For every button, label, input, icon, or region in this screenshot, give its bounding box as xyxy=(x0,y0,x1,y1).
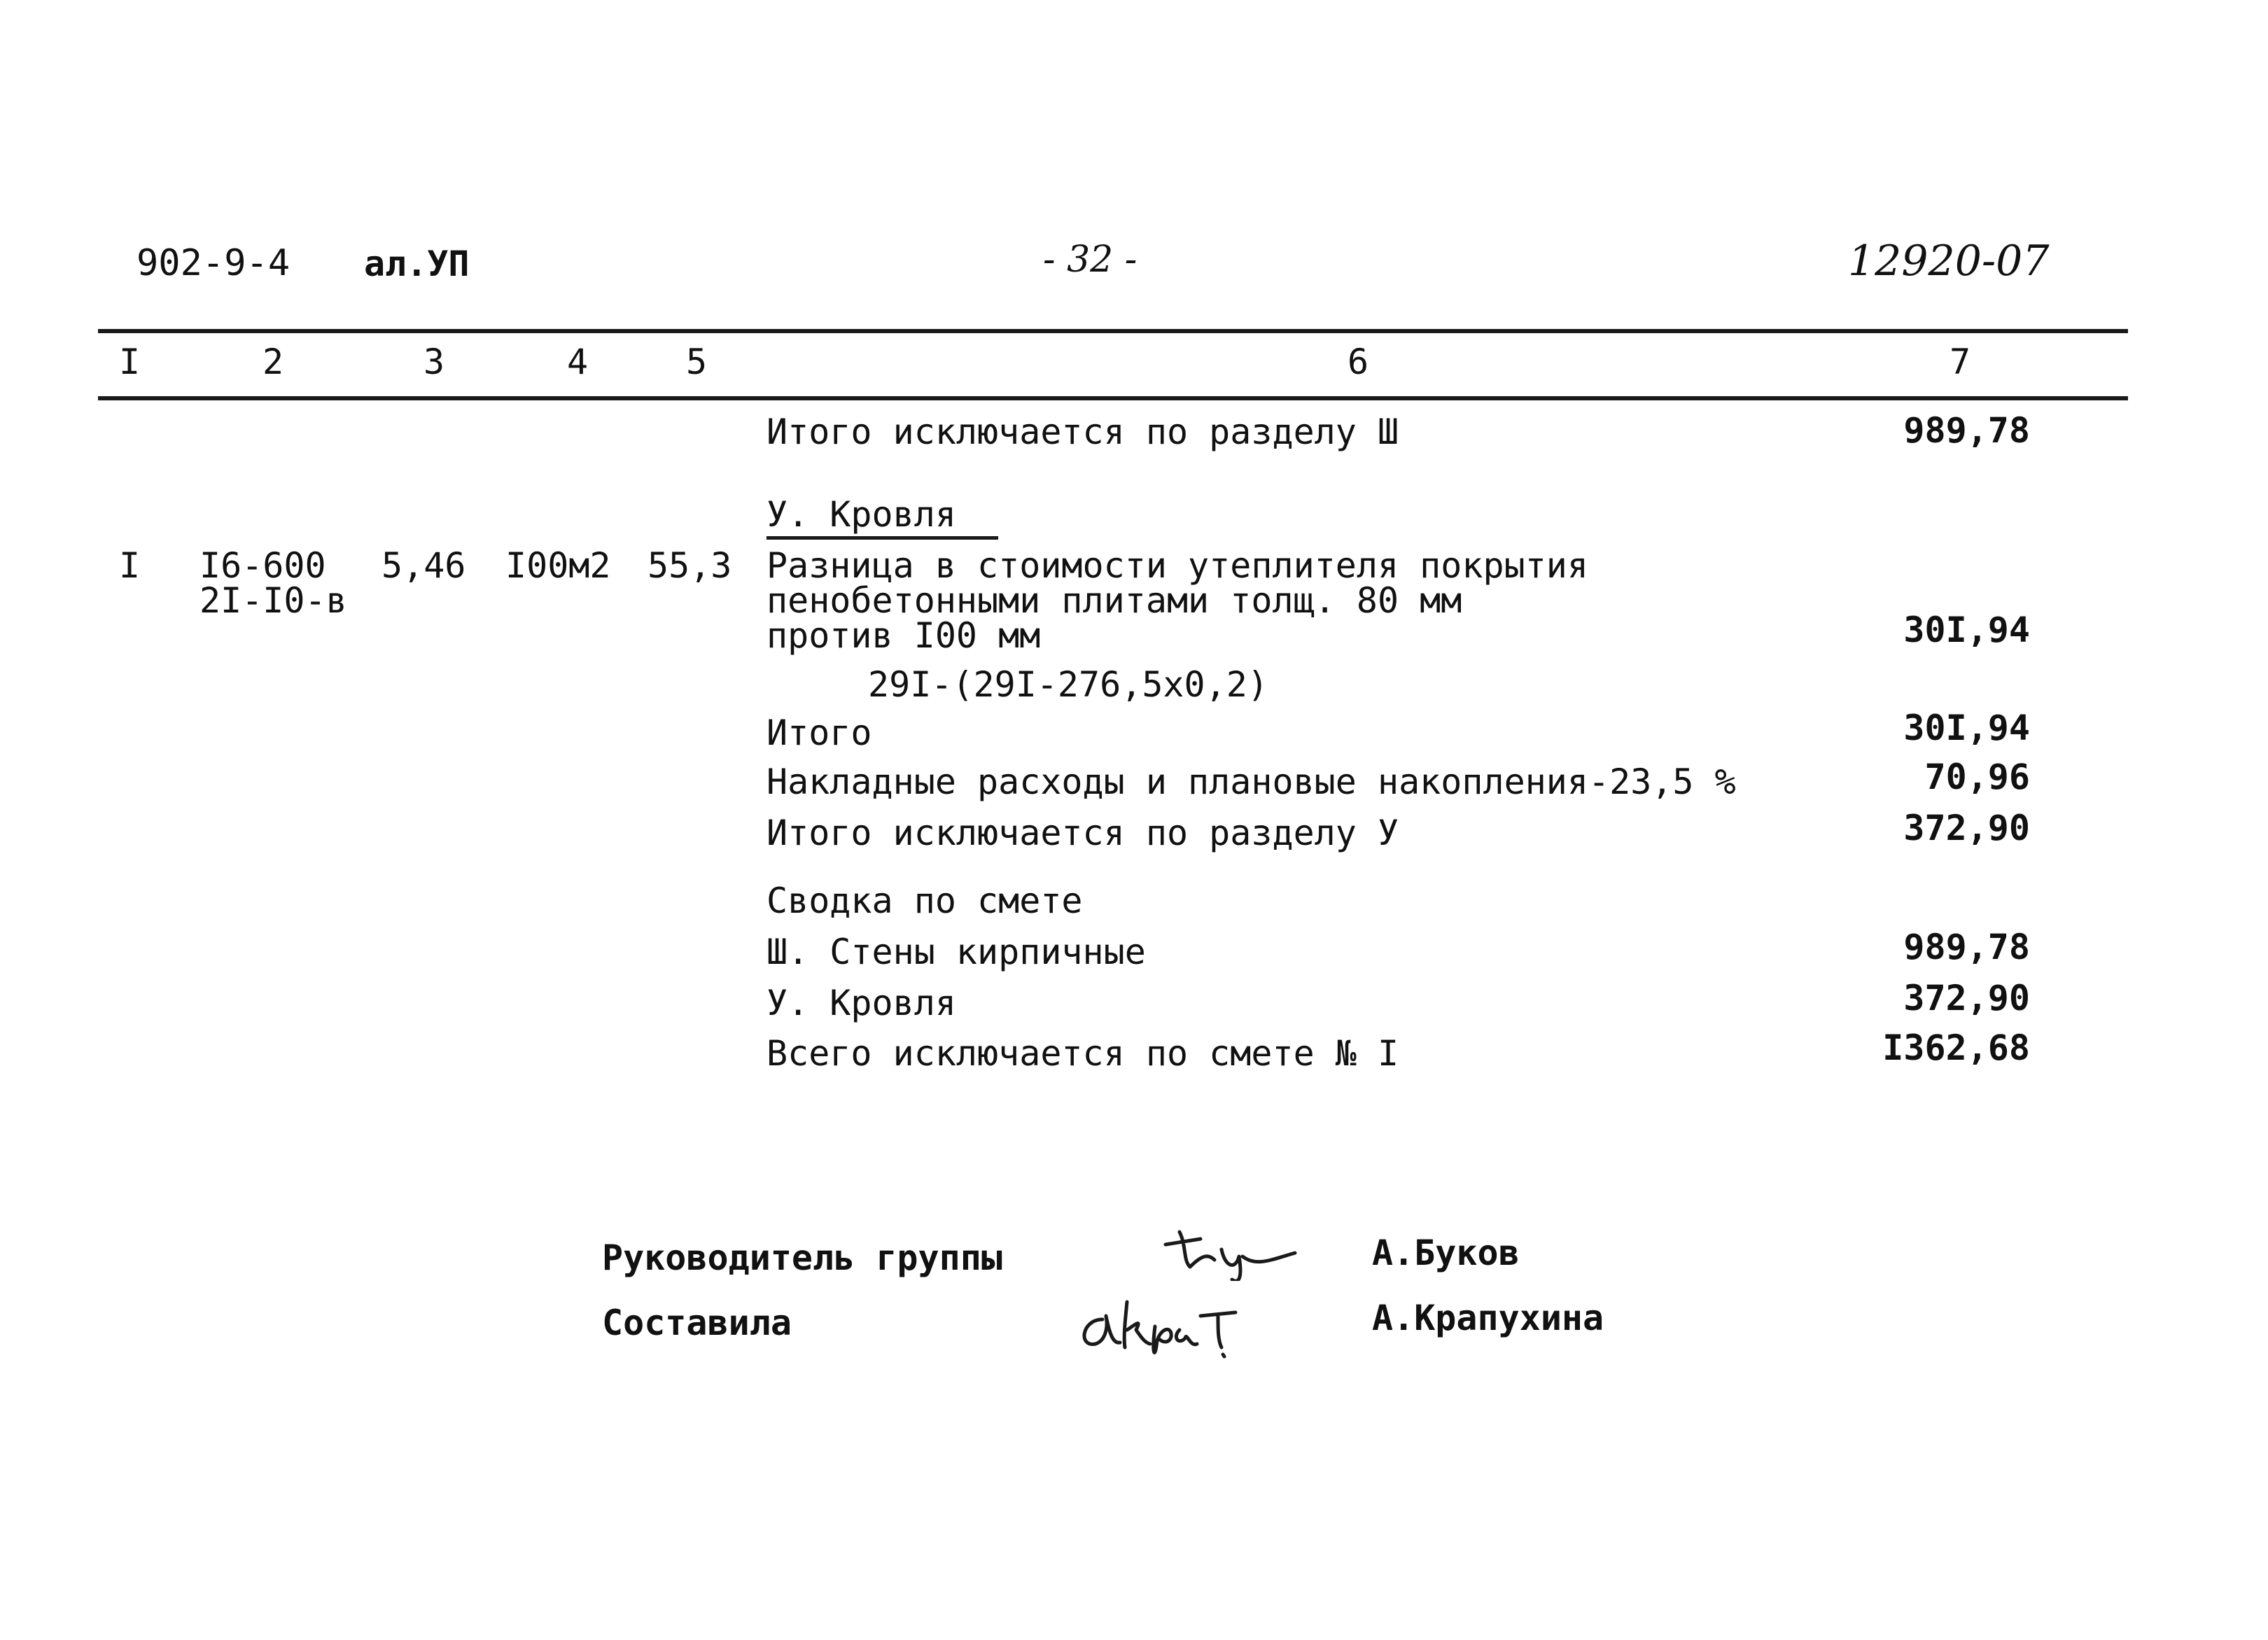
summary-row-label: Всего исключается по смете № I xyxy=(766,1033,1399,1074)
item-code-line2: 2I-I0-в xyxy=(200,580,347,621)
item-desc-line3: против I00 мм xyxy=(766,615,1041,656)
item-price: 55,3 xyxy=(648,545,732,586)
signature-name: А.Буков xyxy=(1372,1233,1520,1273)
item-code-line1: I6-600 xyxy=(200,545,326,586)
item-desc-line1: Разница в стоимости утеплителя покрытия xyxy=(766,545,1588,586)
summary-row-value: 372,90 xyxy=(1903,978,2030,1018)
col-header-1: I xyxy=(119,342,141,382)
item-quantity: 5,46 xyxy=(382,545,466,586)
summary-title: Сводка по смете xyxy=(766,881,1083,921)
section3-total-value: 989,78 xyxy=(1903,410,2030,451)
section5-total-label: Итого исключается по разделу У xyxy=(766,813,1399,853)
section5-total-value: 372,90 xyxy=(1903,808,2030,848)
col-header-7: 7 xyxy=(1949,342,1971,382)
subtotal-value: 30I,94 xyxy=(1903,708,2030,748)
col-header-6: 6 xyxy=(1348,342,1369,382)
item-formula: 29I-(29I-276,5x0,2) xyxy=(868,664,1268,705)
doc-number: 12920-07 xyxy=(1848,237,2050,286)
item-desc-line2: пенобетонными плитами толщ. 80 мм xyxy=(766,580,1462,621)
table-header-bottom-rule xyxy=(98,396,2128,400)
summary-row-value: 989,78 xyxy=(1903,927,2030,967)
doc-code: 902-9-4 xyxy=(136,242,290,284)
signature-scribble-bukov xyxy=(1158,1218,1298,1281)
table-top-rule xyxy=(98,329,2128,333)
col-header-2: 2 xyxy=(262,342,284,382)
signature-role: Руководитель группы xyxy=(602,1238,1002,1278)
section-title: У. Кровля xyxy=(766,497,998,540)
section3-total-label: Итого исключается по разделу Ш xyxy=(766,412,1399,452)
col-header-5: 5 xyxy=(686,342,708,382)
sheet-label: ал.УП xyxy=(364,244,470,284)
signature-scribble-krapukhina xyxy=(1074,1288,1242,1365)
overhead-label: Накладные расходы и плановые накопления-23,5 % xyxy=(766,762,1736,802)
summary-row-value: I362,68 xyxy=(1882,1028,2030,1068)
item-number: I xyxy=(119,545,141,586)
overhead-value: 70,96 xyxy=(1924,757,2030,797)
summary-row-label: У. Кровля xyxy=(766,983,956,1023)
item-value: 30I,94 xyxy=(1903,610,2030,650)
subtotal-label: Итого xyxy=(766,713,872,753)
signature-name: А.Крапухина xyxy=(1372,1298,1604,1338)
item-unit: I00м2 xyxy=(505,545,611,586)
signature-role: Составила xyxy=(602,1303,792,1343)
summary-row-label: Ш. Стены кирпичные xyxy=(766,932,1146,972)
col-header-4: 4 xyxy=(567,342,589,382)
col-header-3: 3 xyxy=(424,342,445,382)
page-number: - 32 - xyxy=(1043,239,1138,281)
